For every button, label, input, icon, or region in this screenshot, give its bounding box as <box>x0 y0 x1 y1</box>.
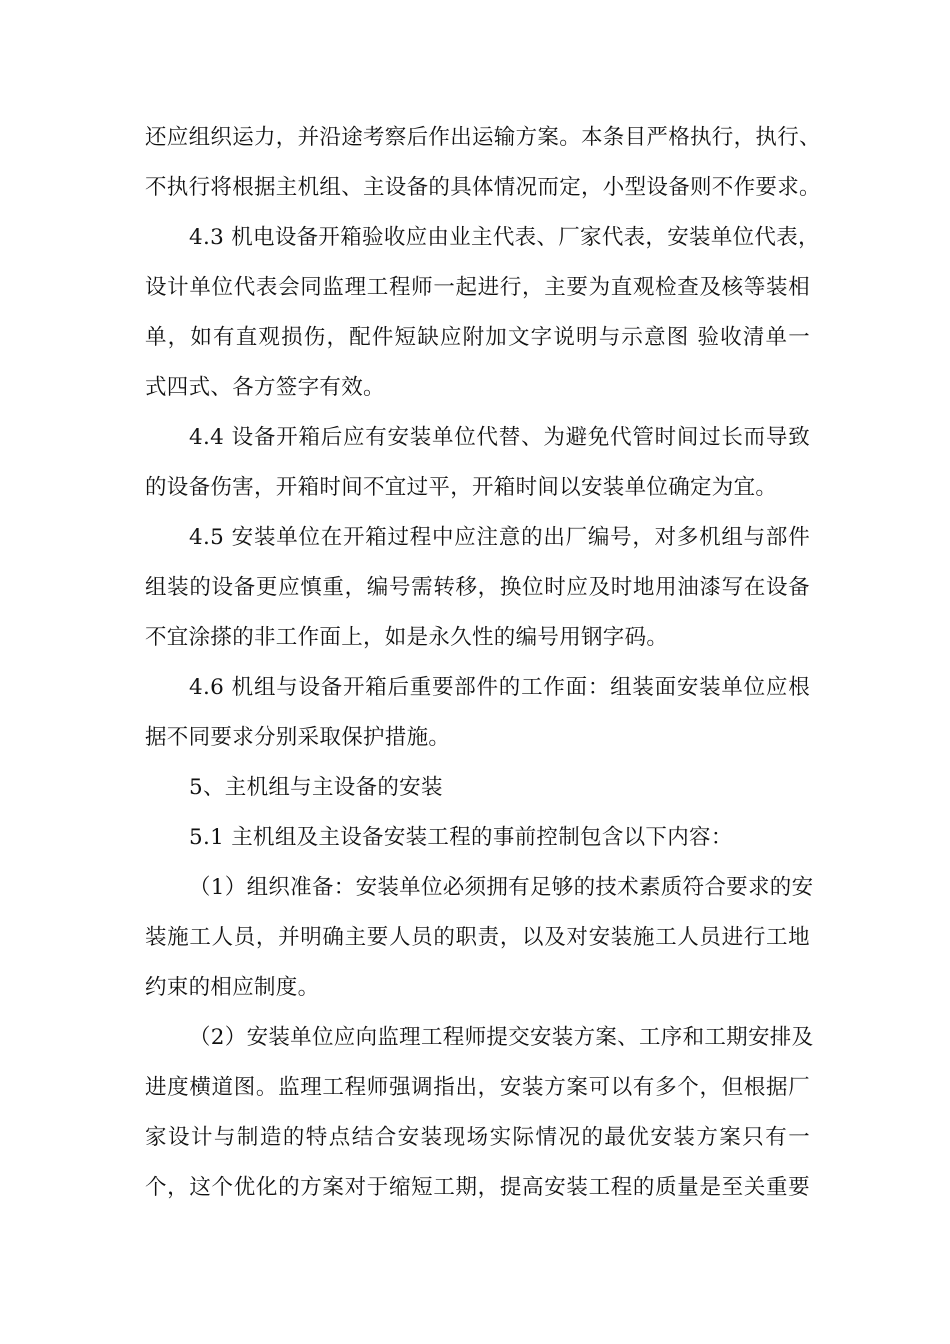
text-line: 的设备伤害，开箱时间不宜过平，开箱时间以安装单位确定为宜。 <box>145 475 778 500</box>
text-line: 式四式、各方签字有效。 <box>145 375 385 400</box>
text-line: 单，如有直观损伤，配件短缺应附加文字说明与示意图 验收清单一 <box>145 325 810 350</box>
text-line: 设计单位代表会同监理工程师一起进行，主要为直观检查及核等装相 <box>145 275 810 300</box>
text-line: 组装的设备更应慎重，编号需转移，换位时应及时地用油漆写在设备 <box>145 575 810 600</box>
text-line: （2）安装单位应向监理工程师提交安装方案、工序和工期安排及 <box>189 1025 814 1050</box>
text-line: 不执行将根据主机组、主设备的具体情况而定，小型设备则不作要求。 <box>145 175 821 200</box>
section-heading: 5、主机组与主设备的安装 <box>189 775 443 800</box>
text-line: 进度横道图。监理工程师强调指出，安装方案可以有多个，但根据厂 <box>145 1075 810 1100</box>
text-line: 不宜涂搽的非工作面上，如是永久性的编号用钢字码。 <box>145 625 669 650</box>
text-line: 约束的相应制度。 <box>145 975 320 1000</box>
text-line: 4.5 安装单位在开箱过程中应注意的出厂编号，对多机组与部件 <box>189 525 810 550</box>
text-line: 4.4 设备开箱后应有安装单位代替、为避免代管时间过长而导致 <box>189 425 810 450</box>
text-line: 5.1 主机组及主设备安装工程的事前控制包含以下内容： <box>189 825 733 850</box>
text-line: 据不同要求分别采取保护措施。 <box>145 725 451 750</box>
text-line: （1）组织准备：安装单位必须拥有足够的技术素质符合要求的安 <box>189 875 814 900</box>
text-line: 还应组织运力，并沿途考察后作出运输方案。本条目严格执行，执行、 <box>145 125 821 150</box>
text-line: 装施工人员，并明确主要人员的职责，以及对安装施工人员进行工地 <box>145 925 810 950</box>
text-line: 个，这个优化的方案对于缩短工期，提高安装工程的质量是至关重要 <box>145 1175 810 1200</box>
text-line: 家设计与制造的特点结合安装现场实际情况的最优安装方案只有一 <box>145 1125 810 1150</box>
text-line: 4.6 机组与设备开箱后重要部件的工作面：组装面安装单位应根 <box>189 675 810 700</box>
text-line: 4.3 机电设备开箱验收应由业主代表、厂家代表，安装单位代表， <box>189 225 820 250</box>
